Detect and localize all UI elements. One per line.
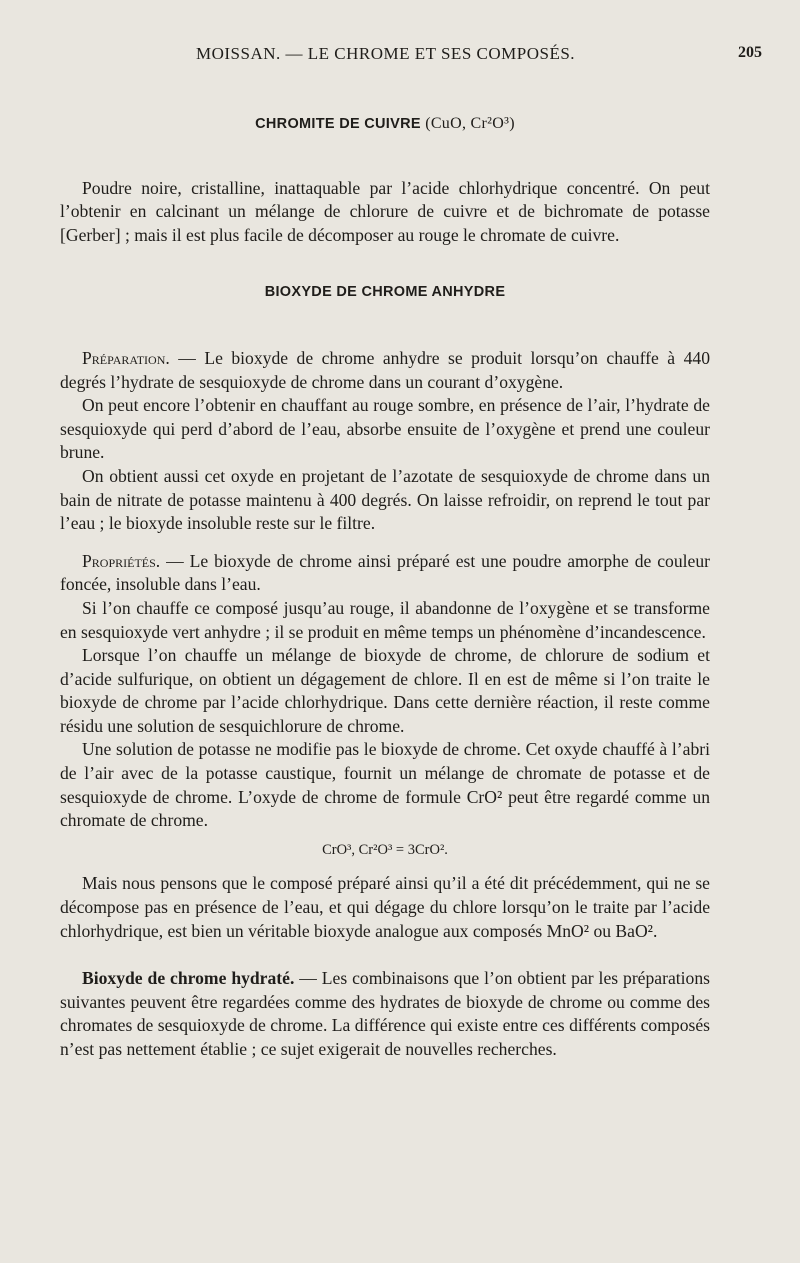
preparation-label: Préparation. [82, 347, 170, 368]
preparation-text: — Le bioxyde de chrome anhydre se produit lorsqu’on chauffe à 440 degrés l’hydrate de sesquioxyde de chrome dans un courant d’oxygène. [60, 347, 710, 392]
chromite-paragraph: Poudre noire, cristalline, inattaquable par l’acide chlorhydrique concentré. On peut l’obtenir en calcinant un mélange de chlorure de cuivre et de bichromate de potasse [Gerber] ; mais il est plus facile de décomposer au rouge le chromate de cuivre. [60, 177, 710, 245]
page-body [60, 108, 710, 1062]
paragraph-heating: Si l’on chauffe ce composé jusqu’au rouge, il abandonne de l’oxygène et se transforme en sesquioxyde vert anhydre ; il se produit en même temps un phénomène d’incandescence. [60, 597, 710, 642]
paragraph-air: On peut encore l’obtenir en chauffant au rouge sombre, en présence de l’air, l’hydrate de sesquioxyde qui perd d’abord de l’eau, absorbe ensuite de l’oxygène et prend une couleur brune. [60, 395, 710, 463]
running-title: MOISSAN. — LE CHROME ET SES COMPOSÉS. [196, 44, 576, 63]
chromite-title: CHROMITE DE CUIVRE [255, 116, 421, 132]
properties-paragraph [60, 550, 710, 597]
paragraph-chlore: Lorsque l’on chauffe un mélange de bioxyde de chrome, de chlorure de sodium et d’acide sulfurique, on obtient un dégagement de chlore. Il en est de même si l’on traite le bioxyde de chrome par l’acide chlorhydrique. Dans cette dernière réaction, il reste comme résidu une solution de sesquichlorure de chrome. [60, 645, 710, 736]
chromite-formula: (CuO, Cr²O³) [425, 115, 515, 132]
paragraph-azotate: On obtient aussi cet oxyde en projetant de l’azotate de sesquioxyde de chrome dans un bain de nitrate de potasse maintenu à 400 degrés. On laisse refroidir, on reprend le tout par l’eau ; le bioxyde insoluble reste sur le filtre. [60, 465, 710, 534]
paragraph-potasse: Une solution de potasse ne modifie pas le bioxyde de chrome. Cet oxyde chauffé à l’abri de l’air avec de la potasse caustique, fournit un mélange de chromate de potasse et de sesquioxyde de chrome. L’oxyde de chrome de formule CrO² peut être regardé comme un chromate de chrome. [60, 739, 710, 831]
page-number: 205 [738, 44, 762, 61]
properties-text: — Le bioxyde de chrome ainsi préparé est une poudre amorphe de couleur foncée, insoluble dans l’eau. [60, 550, 710, 595]
section-heading-chromite [60, 112, 710, 137]
hydrate-text: — Les combinaisons que l’on obtient par les préparations suivantes peuvent être regardées comme des hydrates de bioxyde de chrome ou comme des chromates de sesquioxyde de chrome. La différence qui existe entre ces différents composés n’est pas nettement établie ; ce sujet exigerait de nouvelles recherches. [60, 968, 710, 1059]
preparation-paragraph [60, 347, 710, 394]
paragraph-conclusion: Mais nous pensons que le composé préparé ainsi qu’il a été dit précédemment, qui ne se décompose pas en présence de l’eau, et qui dégage du chlore lorsqu’on le traite par l’acide chlorhydrique, est bien un véritable bioxyde analogue aux composés MnO² ou BaO². [60, 873, 710, 941]
section-heading-bioxyde: BIOXYDE DE CHROME ANHYDRE [264, 284, 506, 301]
hydrate-label: Bioxyde de chrome hydraté. [82, 968, 295, 989]
chemical-equation: CrO³, Cr²O³ = 3CrO². [322, 841, 448, 858]
hydrate-paragraph [60, 967, 710, 1061]
properties-label: Propriétés. [82, 550, 161, 571]
